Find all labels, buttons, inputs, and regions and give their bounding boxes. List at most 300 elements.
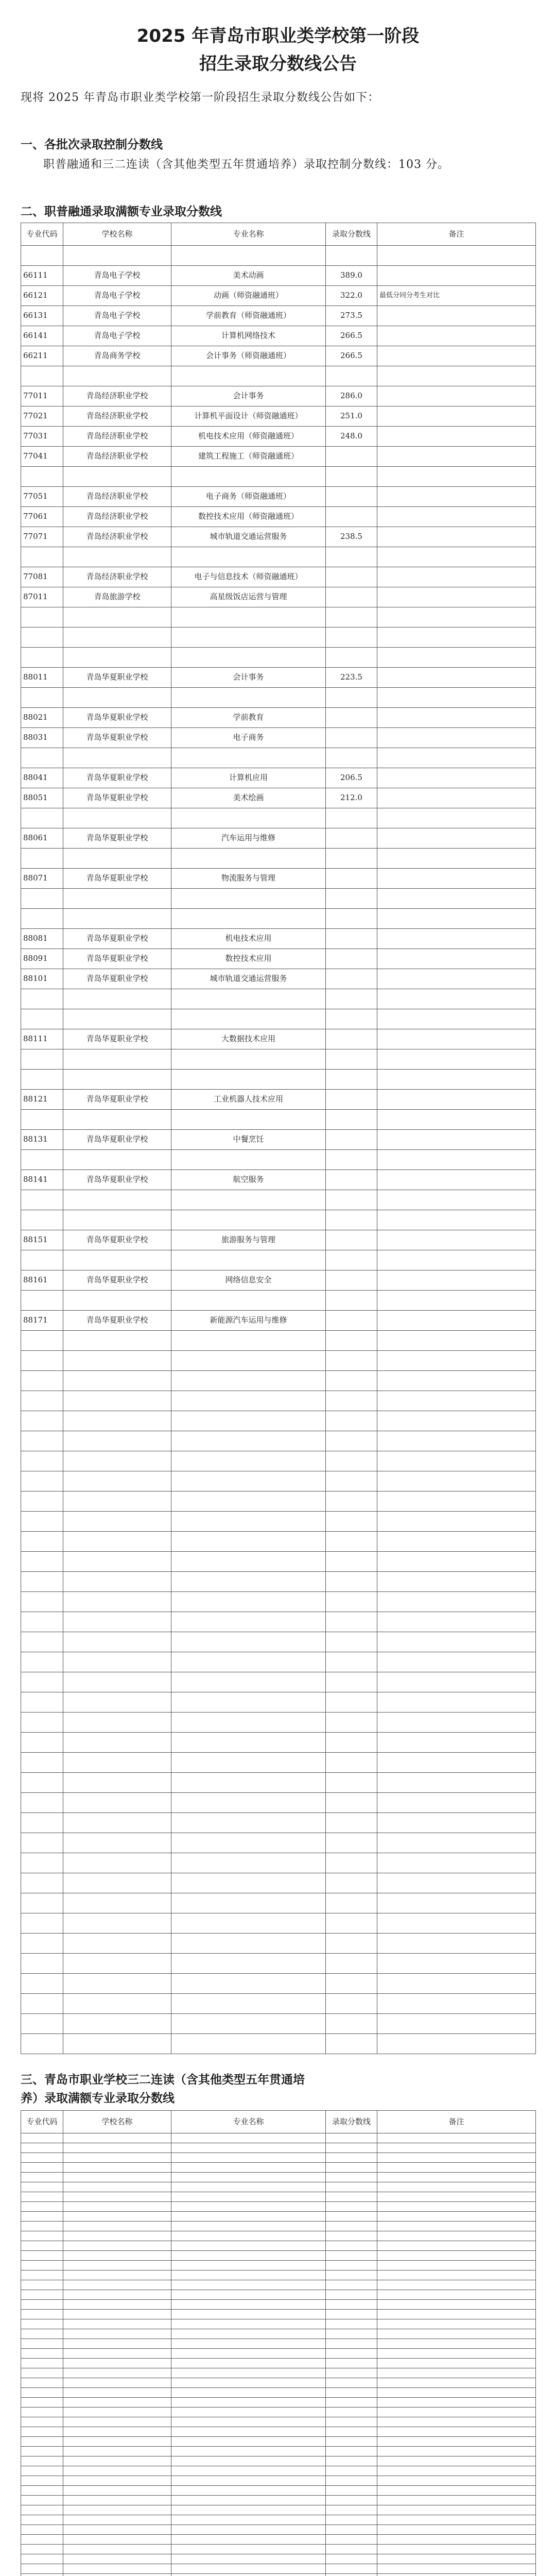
cell-major-name (171, 1532, 326, 1552)
cell-major-name (171, 2496, 326, 2505)
cell-major-code (21, 2525, 63, 2535)
table-row (21, 1893, 536, 1913)
cell-cutoff-score (326, 1974, 377, 1994)
cell-remark (377, 366, 536, 386)
cell-major-code (21, 1471, 63, 1492)
cell-cutoff-score (326, 2251, 377, 2261)
cell-major-name: 动画（师资融通班） (171, 286, 326, 306)
cell-major-name (171, 2173, 326, 2182)
cell-school-name: 青岛电子学校 (63, 266, 171, 286)
table-row (21, 1351, 536, 1371)
cell-major-name: 航空服务 (171, 1170, 326, 1190)
cell-remark (377, 1813, 536, 1833)
table-row (21, 788, 536, 808)
cell-major-name (171, 2564, 326, 2574)
cell-school-name (63, 2143, 171, 2153)
cell-major-name (171, 1833, 326, 1853)
cell-major-code (21, 2349, 63, 2359)
cell-major-name (171, 2143, 326, 2153)
cell-major-name (171, 1913, 326, 1934)
column-header: 录取分数线 (326, 2111, 377, 2133)
table-row (21, 1130, 536, 1150)
cell-major-name (171, 2290, 326, 2300)
cell-school-name (63, 748, 171, 768)
table-row (21, 246, 536, 266)
cell-remark (377, 1632, 536, 1652)
column-header: 备注 (377, 2111, 536, 2133)
cell-major-code (21, 2261, 63, 2270)
cell-major-code (21, 748, 63, 768)
cell-major-code (21, 2486, 63, 2496)
cell-remark (377, 2447, 536, 2456)
cell-major-name: 工业机器人技术应用 (171, 1090, 326, 1110)
cell-major-name (171, 688, 326, 708)
cell-remark (377, 1773, 536, 1793)
cell-remark (377, 1070, 536, 1090)
cell-major-code: 88051 (21, 788, 63, 808)
cell-school-name (63, 2310, 171, 2319)
cell-school-name (63, 2034, 171, 2054)
cell-cutoff-score (326, 1270, 377, 1291)
cell-remark (377, 447, 536, 467)
table-row (21, 346, 536, 366)
cell-school-name (63, 1773, 171, 1793)
cell-major-name (171, 2408, 326, 2417)
cell-major-name (171, 2535, 326, 2545)
cell-major-code (21, 2408, 63, 2417)
table-row (21, 447, 536, 467)
cell-major-name (171, 1753, 326, 1773)
cell-school-name (63, 808, 171, 828)
cell-cutoff-score (326, 1029, 377, 1049)
cell-school-name (63, 1492, 171, 1512)
table-row (21, 1994, 536, 2014)
cell-school-name: 青岛经济职业学校 (63, 447, 171, 467)
cell-major-code (21, 1873, 63, 1893)
cell-remark (377, 1210, 536, 1230)
table-row (21, 2525, 536, 2535)
table-row (21, 1451, 536, 1471)
cell-major-code (21, 1813, 63, 1833)
cell-major-code (21, 628, 63, 648)
cell-remark (377, 2535, 536, 2545)
cell-major-code: 77031 (21, 427, 63, 447)
cell-major-code: 88091 (21, 949, 63, 969)
cell-major-code (21, 2192, 63, 2202)
cell-major-code: 88171 (21, 1311, 63, 1331)
cell-major-name: 会计事务 (171, 386, 326, 406)
cell-cutoff-score (326, 828, 377, 849)
cell-school-name: 青岛经济职业学校 (63, 567, 171, 587)
cell-major-name (171, 1009, 326, 1029)
cell-remark (377, 1974, 536, 1994)
cell-major-name (171, 2222, 326, 2231)
cell-major-code (21, 849, 63, 869)
cell-remark (377, 808, 536, 828)
cell-remark (377, 909, 536, 929)
cell-cutoff-score (326, 1954, 377, 1974)
cell-major-code (21, 1893, 63, 1913)
cell-cutoff-score (326, 2202, 377, 2212)
table-row (21, 1873, 536, 1893)
cell-cutoff-score (326, 688, 377, 708)
cell-school-name (63, 2212, 171, 2222)
cell-cutoff-score (326, 1612, 377, 1632)
cell-major-code (21, 2505, 63, 2515)
cell-cutoff-score (326, 2427, 377, 2437)
cell-remark (377, 949, 536, 969)
cell-major-name (171, 2133, 326, 2143)
cell-major-name (171, 1994, 326, 2014)
cell-remark (377, 849, 536, 869)
cell-remark (377, 2359, 536, 2368)
cell-major-name: 机电技术应用（师资融通班） (171, 427, 326, 447)
cell-major-code (21, 2251, 63, 2261)
table-row (21, 2398, 536, 2408)
cell-major-name (171, 628, 326, 648)
table-row (21, 2564, 536, 2574)
table-row (21, 2300, 536, 2310)
cell-remark (377, 2349, 536, 2359)
cell-school-name (63, 2447, 171, 2456)
cell-school-name (63, 1994, 171, 2014)
cell-cutoff-score (326, 1230, 377, 1250)
cell-cutoff-score (326, 1913, 377, 1934)
cell-major-name (171, 1371, 326, 1391)
cell-school-name: 青岛华夏职业学校 (63, 1130, 171, 1150)
cell-major-name (171, 2378, 326, 2388)
cell-major-code (21, 547, 63, 567)
cell-major-name (171, 1391, 326, 1411)
table-row (21, 326, 536, 346)
cell-major-name (171, 2545, 326, 2554)
cell-remark (377, 2417, 536, 2427)
cell-major-name (171, 648, 326, 668)
cell-remark (377, 1411, 536, 1431)
cell-school-name (63, 2388, 171, 2398)
cell-school-name (63, 1713, 171, 1733)
cell-remark (377, 1652, 536, 1672)
cell-major-code (21, 2241, 63, 2251)
cell-cutoff-score (326, 1532, 377, 1552)
cell-cutoff-score (326, 2300, 377, 2310)
cell-remark (377, 1713, 536, 1733)
cell-major-code: 88131 (21, 1130, 63, 1150)
cell-school-name (63, 2368, 171, 2378)
cell-major-code (21, 889, 63, 909)
table-row (21, 1190, 536, 1210)
cell-remark (377, 869, 536, 889)
cell-major-code (21, 607, 63, 628)
table-row (21, 1070, 536, 1090)
cell-school-name: 青岛经济职业学校 (63, 507, 171, 527)
cell-major-code (21, 2456, 63, 2466)
cell-cutoff-score: 286.0 (326, 386, 377, 406)
cell-school-name (63, 1652, 171, 1672)
cell-cutoff-score (326, 2456, 377, 2466)
cell-school-name (63, 2476, 171, 2486)
cell-major-code (21, 989, 63, 1009)
cell-remark (377, 2014, 536, 2034)
cell-cutoff-score (326, 1793, 377, 1813)
table-row (21, 1391, 536, 1411)
cell-major-code (21, 688, 63, 708)
cell-school-name: 青岛华夏职业学校 (63, 1029, 171, 1049)
cell-major-name (171, 2153, 326, 2163)
cell-remark (377, 2505, 536, 2515)
cell-major-name (171, 2212, 326, 2222)
cell-major-name: 机电技术应用 (171, 929, 326, 949)
cell-cutoff-score (326, 1492, 377, 1512)
cell-major-code: 77011 (21, 386, 63, 406)
cell-remark (377, 1130, 536, 1150)
cell-cutoff-score (326, 728, 377, 748)
cell-school-name (63, 2349, 171, 2359)
cell-cutoff-score (326, 507, 377, 527)
cell-cutoff-score (326, 607, 377, 628)
cell-school-name (63, 1371, 171, 1391)
cell-cutoff-score (326, 1934, 377, 1954)
cell-major-code (21, 1049, 63, 1070)
cell-major-name: 网络信息安全 (171, 1270, 326, 1291)
table-row (21, 1552, 536, 1572)
cell-school-name (63, 1632, 171, 1652)
table-row (21, 1009, 536, 1029)
table-row (21, 2427, 536, 2437)
cell-remark (377, 1331, 536, 1351)
cell-cutoff-score (326, 889, 377, 909)
cell-major-name (171, 1070, 326, 1090)
cell-major-code (21, 2496, 63, 2505)
table-row (21, 2212, 536, 2222)
cell-remark (377, 1110, 536, 1130)
table-row (21, 2261, 536, 2270)
cell-cutoff-score: 273.5 (326, 306, 377, 326)
table-row (21, 2535, 536, 2545)
table-row (21, 487, 536, 507)
cell-school-name (63, 547, 171, 567)
cell-major-name (171, 1572, 326, 1592)
cell-remark (377, 2133, 536, 2143)
cell-remark (377, 2319, 536, 2329)
cell-school-name: 青岛华夏职业学校 (63, 1170, 171, 1190)
cell-cutoff-score (326, 1070, 377, 1090)
cell-school-name (63, 2133, 171, 2143)
column-header: 学校名称 (63, 2111, 171, 2133)
section2-heading: 二、职普融通录取满额专业录取分数线 (21, 205, 222, 218)
cell-remark (377, 2290, 536, 2300)
cell-major-name: 电子商务 (171, 728, 326, 748)
cell-major-code: 88011 (21, 668, 63, 688)
table-header-row (21, 223, 536, 246)
cell-school-name (63, 1532, 171, 1552)
cell-cutoff-score (326, 2417, 377, 2427)
cell-cutoff-score (326, 2339, 377, 2349)
cell-major-name (171, 2231, 326, 2241)
cell-remark (377, 2212, 536, 2222)
page-subtitle: 招生录取分数线公告 (199, 54, 357, 74)
cell-major-code (21, 1652, 63, 1672)
cell-major-code (21, 2368, 63, 2378)
cell-major-name (171, 1773, 326, 1793)
cell-school-name (63, 2192, 171, 2202)
cell-remark (377, 1612, 536, 1632)
cell-major-code: 66131 (21, 306, 63, 326)
cell-school-name (63, 1331, 171, 1351)
cell-school-name (63, 2486, 171, 2496)
cell-major-name (171, 1853, 326, 1873)
cell-school-name (63, 2427, 171, 2437)
cell-remark (377, 2515, 536, 2525)
cell-major-name (171, 1411, 326, 1431)
cell-major-name (171, 1733, 326, 1753)
cell-remark (377, 1753, 536, 1773)
cell-remark (377, 1190, 536, 1210)
table-row (21, 306, 536, 326)
cell-school-name (63, 2554, 171, 2564)
table-row (21, 2143, 536, 2153)
cell-major-name (171, 2241, 326, 2251)
cell-major-name (171, 2476, 326, 2486)
cell-school-name (63, 2280, 171, 2290)
table-row (21, 2133, 536, 2143)
section3-heading-line1: 三、青岛市职业学校三二连读（含其他类型五年贯通培 (21, 2073, 305, 2087)
cell-major-code (21, 2427, 63, 2437)
cell-cutoff-score (326, 2270, 377, 2280)
table-row (21, 2486, 536, 2496)
cell-major-code: 77041 (21, 447, 63, 467)
cell-school-name (63, 1813, 171, 1833)
cell-remark (377, 1230, 536, 1250)
cell-remark (377, 2378, 536, 2388)
cell-major-code (21, 1110, 63, 1130)
cell-remark (377, 2437, 536, 2447)
table-row (21, 2014, 536, 2034)
cell-major-name (171, 1632, 326, 1652)
cell-remark (377, 1471, 536, 1492)
cell-school-name (63, 1753, 171, 1773)
cell-school-name (63, 1431, 171, 1451)
cell-major-name (171, 2505, 326, 2515)
table-row (21, 2329, 536, 2339)
cell-cutoff-score (326, 1753, 377, 1773)
cell-major-name: 大数据技术应用 (171, 1029, 326, 1049)
cell-cutoff-score (326, 1893, 377, 1913)
table-row (21, 2408, 536, 2417)
cell-cutoff-score (326, 748, 377, 768)
cell-major-code (21, 1210, 63, 1230)
cell-major-code (21, 2300, 63, 2310)
cell-school-name: 青岛经济职业学校 (63, 386, 171, 406)
cell-major-code (21, 467, 63, 487)
cell-major-code (21, 2535, 63, 2545)
cell-cutoff-score (326, 2261, 377, 2270)
cell-major-name (171, 2574, 326, 2576)
intro-paragraph: 现将 2025 年青岛市职业类学校第一阶段招生录取分数线公告如下： (21, 91, 379, 104)
table-row (21, 708, 536, 728)
cell-major-name: 城市轨道交通运营服务 (171, 969, 326, 989)
table-row (21, 1813, 536, 1833)
cell-school-name (63, 1592, 171, 1612)
cell-school-name: 青岛华夏职业学校 (63, 728, 171, 748)
cell-cutoff-score (326, 1471, 377, 1492)
column-header: 专业名称 (171, 2111, 326, 2133)
cell-major-code (21, 1833, 63, 1853)
cell-major-code (21, 1773, 63, 1793)
cell-major-code (21, 2545, 63, 2554)
cell-remark (377, 1552, 536, 1572)
cell-remark (377, 1893, 536, 1913)
table-row (21, 969, 536, 989)
cell-major-name (171, 2280, 326, 2290)
cell-major-code (21, 2574, 63, 2576)
cell-school-name: 青岛华夏职业学校 (63, 1311, 171, 1331)
table-row (21, 1913, 536, 1934)
cell-major-code: 88031 (21, 728, 63, 748)
cell-remark (377, 1291, 536, 1311)
cell-cutoff-score (326, 849, 377, 869)
table-header-row (21, 2111, 536, 2133)
cell-major-code (21, 2466, 63, 2476)
table-row (21, 2447, 536, 2456)
cell-cutoff-score: 266.5 (326, 326, 377, 346)
cell-remark (377, 487, 536, 507)
cell-cutoff-score (326, 1994, 377, 2014)
table-row (21, 768, 536, 788)
cell-remark (377, 1391, 536, 1411)
cell-major-name (171, 2525, 326, 2535)
cell-remark (377, 1692, 536, 1713)
cell-school-name (63, 2456, 171, 2466)
cell-cutoff-score (326, 708, 377, 728)
cell-cutoff-score (326, 1713, 377, 1733)
cell-cutoff-score: 389.0 (326, 266, 377, 286)
cell-major-code (21, 2388, 63, 2398)
cell-cutoff-score (326, 969, 377, 989)
cell-school-name (63, 1954, 171, 1974)
cell-cutoff-score (326, 869, 377, 889)
cell-remark (377, 1431, 536, 1451)
cell-major-code (21, 2270, 63, 2280)
table-row (21, 2496, 536, 2505)
cell-remark (377, 648, 536, 668)
cell-school-name: 青岛华夏职业学校 (63, 1270, 171, 1291)
cell-major-code (21, 2153, 63, 2163)
cell-major-code (21, 2417, 63, 2427)
cell-major-name (171, 2515, 326, 2525)
cell-school-name (63, 2319, 171, 2329)
cell-cutoff-score: 322.0 (326, 286, 377, 306)
cell-remark (377, 1250, 536, 1270)
cell-school-name (63, 2525, 171, 2535)
table-row (21, 2153, 536, 2163)
cell-cutoff-score: 212.0 (326, 788, 377, 808)
cell-school-name (63, 1974, 171, 1994)
cell-cutoff-score (326, 2368, 377, 2378)
table-row (21, 427, 536, 447)
cell-cutoff-score (326, 2525, 377, 2535)
cell-remark (377, 2496, 536, 2505)
cell-school-name: 青岛商务学校 (63, 346, 171, 366)
cell-remark (377, 929, 536, 949)
cell-cutoff-score (326, 1331, 377, 1351)
cell-school-name (63, 2014, 171, 2034)
cell-cutoff-score (326, 1190, 377, 1210)
cell-major-code: 88071 (21, 869, 63, 889)
cell-major-code (21, 2329, 63, 2339)
cell-remark (377, 969, 536, 989)
table-row (21, 2476, 536, 2486)
